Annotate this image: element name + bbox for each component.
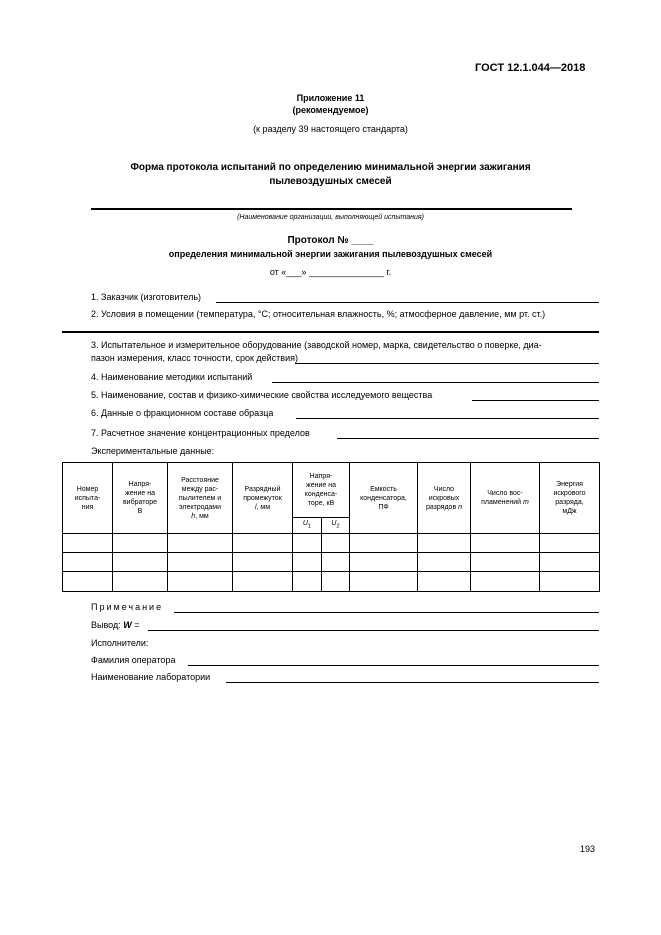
table-cell[interactable] [471,553,540,572]
table-cell[interactable] [540,572,600,592]
experimental-data-table [62,462,600,592]
document-code: ГОСТ 12.1.044—2018 [475,62,586,74]
table-cell[interactable] [418,534,471,553]
col-header-capacitor-voltage: Напря- жение на конденса- торе, кВ [293,463,350,518]
conclusion-label: Вывод: W = [91,620,140,630]
note-label: Примечание [91,602,164,612]
table-cell[interactable] [233,572,293,592]
laboratory-line[interactable] [226,682,599,683]
appendix-status: (рекомендуемое) [292,105,369,115]
form-title-line1: Форма протокола испытаний по определению минимальной энергии зажигания [130,162,531,173]
col-header-spark-count: Число искровых разрядов n [418,463,471,534]
table-cell[interactable] [350,553,418,572]
appendix-reference: (к разделу 39 настоящего стандарта) [253,124,408,134]
org-name-line[interactable] [91,208,572,210]
field-concentration-line[interactable] [337,438,599,439]
performers-label: Исполнители: [91,638,149,648]
table-cell[interactable] [322,572,350,592]
col-header-ignition-count: Число вос- пламенений m [471,463,540,534]
field-equipment-line[interactable] [295,363,599,364]
field-method-label: 4. Наименование методики испытаний [91,372,253,382]
table-cell[interactable] [63,572,113,592]
note-line[interactable] [174,612,599,613]
table-row [63,572,600,592]
experimental-data-label: Экспериментальные данные: [91,446,215,456]
protocol-subtitle: определения минимальной энергии зажигания пылевоздушных смесей [168,249,493,259]
table-cell[interactable] [293,553,322,572]
table-cell[interactable] [418,572,471,592]
org-caption: (Наименование организации, выполняющей испытания) [237,214,424,221]
field-customer-line[interactable] [216,302,599,303]
table-cell[interactable] [540,534,600,553]
operator-label: Фамилия оператора [91,655,176,665]
col-header-spark-energy: Энергия искрового разряда, мДж [540,463,600,534]
table-cell[interactable] [350,572,418,592]
col-header-vibrator-voltage: Напря- жение на вибраторе В [113,463,168,534]
table-cell[interactable] [322,534,350,553]
field-substance-line[interactable] [472,400,599,401]
table-cell[interactable] [293,572,322,592]
operator-line[interactable] [188,665,599,666]
field-concentration-label: 7. Расчетное значение концентрационных пределов [91,428,310,438]
field-conditions-label: 2. Условия в помещении (температура, °С; относительная влажность, %; атмосферное давление, мм рт. ст.) [91,309,546,319]
col-header-test-number: Номер испыта- ния [63,463,113,534]
table-cell[interactable] [168,572,233,592]
protocol-title: Протокол № ____ [287,235,374,246]
protocol-date: от «___» _______________ г. [269,267,392,277]
field-fraction-label: 6. Данные о фракционном составе образца [91,408,274,418]
col-header-u2: $U_2$ [322,518,350,534]
table-cell[interactable] [63,553,113,572]
col-header-discharge-gap: Разрядный промежуток l, мм [233,463,293,534]
table-cell[interactable] [350,534,418,553]
table-cell[interactable] [471,572,540,592]
table-cell[interactable] [113,534,168,553]
table-cell[interactable] [168,553,233,572]
table-cell[interactable] [113,572,168,592]
laboratory-label: Наименование лаборатории [91,672,211,682]
table-cell[interactable] [168,534,233,553]
table-cell[interactable] [233,553,293,572]
table-cell[interactable] [233,534,293,553]
appendix-title: Приложение 11 [296,93,365,103]
page-number: 193 [580,844,596,854]
col-header-distance: Расстояние между рас- пылителем и электродами h, мм [168,463,233,534]
table-row [63,534,600,553]
table-cell[interactable] [322,553,350,572]
col-header-u1: $U_1$ [293,518,322,534]
table-row [63,553,600,572]
field-customer-label: 1. Заказчик (изготовитель) [91,292,202,302]
table-cell[interactable] [540,553,600,572]
conclusion-line[interactable] [148,630,599,631]
col-header-capacitance: Емкость конденсатора, ПФ [350,463,418,534]
field-fraction-line[interactable] [296,418,599,419]
table-cell[interactable] [293,534,322,553]
field-method-line[interactable] [272,382,599,383]
table-cell[interactable] [63,534,113,553]
field-equipment-label-2: пазон измерения, класс точности, срок действия) [91,353,298,363]
field-equipment-label-1: 3. Испытательное и измерительное оборудование (заводской номер, марка, свидетельство о поверке, диа- [91,340,542,350]
table-cell[interactable] [471,534,540,553]
field-substance-label: 5. Наименование, состав и физико-химические свойства исследуемого вещества [91,390,433,400]
table-cell[interactable] [113,553,168,572]
form-title-line2: пылевоздушных смесей [269,176,392,187]
table-cell[interactable] [418,553,471,572]
field-conditions-line[interactable] [62,331,599,333]
